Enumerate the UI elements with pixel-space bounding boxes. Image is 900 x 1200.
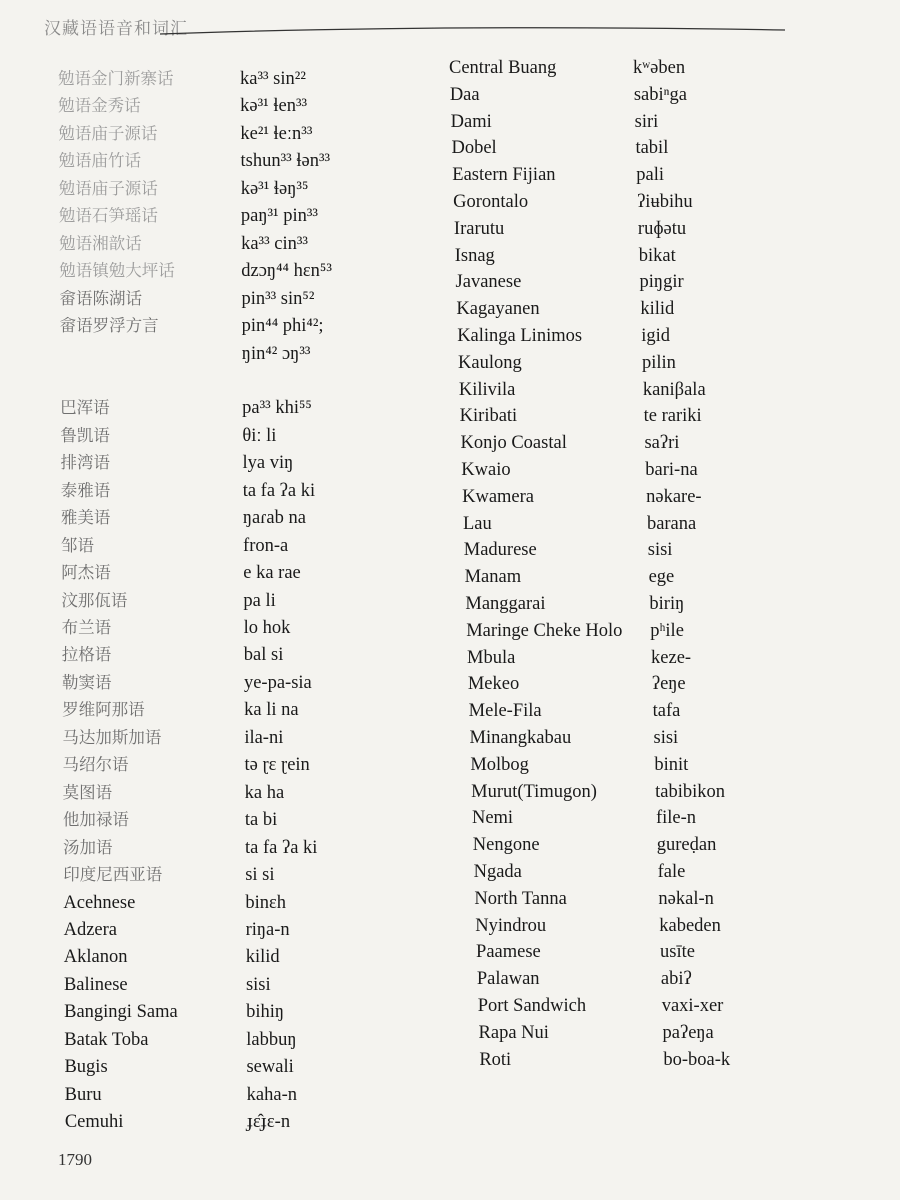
- language-name: 鲁凯语: [60, 425, 110, 445]
- word-form: ka³³ sin²²: [240, 69, 306, 89]
- language-name: Ngada: [473, 862, 522, 882]
- word-form: pa li: [243, 590, 276, 611]
- word-form: kaha-n: [246, 1084, 297, 1105]
- word-form: nəkare-: [646, 486, 702, 507]
- language-name: Acehnese: [63, 892, 136, 913]
- word-form: ta fa ʔa ki: [245, 837, 318, 858]
- word-form: bo-boa-k: [663, 1049, 731, 1070]
- word-form: tafa: [652, 701, 681, 722]
- word-form: nəkal-n: [658, 888, 714, 909]
- language-name: Mekeo: [467, 674, 520, 695]
- word-form: bal si: [243, 645, 284, 666]
- language-name: Kwamera: [462, 486, 535, 507]
- word-form: pʰile: [650, 620, 684, 641]
- language-name: Buru: [64, 1084, 102, 1105]
- language-name: Irarutu: [453, 218, 505, 239]
- word-form: ruɸətu: [637, 218, 687, 239]
- language-name: Roti: [479, 1049, 512, 1070]
- word-form: ta fa ʔa ki: [242, 480, 316, 501]
- word-form: ka³³ cin³³: [241, 233, 308, 254]
- word-form: ta bi: [244, 810, 278, 831]
- word-form: abiʔ: [660, 969, 692, 990]
- language-name: Javanese: [455, 272, 522, 293]
- language-name: 勉语金秀话: [58, 96, 141, 116]
- word-form: file-n: [655, 808, 697, 829]
- language-name: Aklanon: [63, 947, 128, 968]
- language-name: 拉格语: [61, 645, 112, 665]
- language-name: 汶那佤语: [61, 590, 128, 610]
- word-form: fale: [657, 862, 686, 882]
- word-form: saʔri: [644, 433, 680, 454]
- language-name: 排湾语: [60, 453, 111, 473]
- language-name: 勒窦语: [61, 672, 112, 692]
- word-form: ila-ni: [244, 727, 284, 748]
- word-form: fron-a: [243, 535, 289, 556]
- word-form: paʔeŋa: [662, 1022, 714, 1043]
- word-form: bikat: [638, 245, 676, 266]
- word-form: biriŋ: [649, 594, 685, 614]
- language-name: Madurese: [463, 540, 537, 561]
- language-name: Kaulong: [458, 352, 522, 373]
- language-name: 汤加语: [63, 837, 113, 857]
- language-name: 莫图语: [62, 782, 113, 802]
- language-name: 勉语庙子源话: [58, 123, 158, 143]
- language-name: Molbog: [470, 754, 529, 775]
- word-form: sisi: [653, 728, 679, 748]
- word-form: kaniβala: [642, 379, 706, 400]
- language-name: Mele-Fila: [468, 701, 542, 722]
- word-form: barana: [646, 513, 697, 534]
- word-form: pin⁴⁴ phi⁴²;: [241, 316, 324, 337]
- language-name: Konjo Coastal: [460, 433, 567, 454]
- language-name: Palawan: [476, 969, 540, 990]
- word-form: ka ha: [244, 782, 285, 803]
- language-name: Balinese: [63, 974, 128, 995]
- language-name: Kalinga Linimos: [457, 326, 583, 346]
- word-form: ʔeŋe: [651, 674, 686, 695]
- word-form: ŋaɾab na: [242, 508, 306, 529]
- language-name: 畲语罗浮方言: [59, 316, 159, 336]
- running-header-title: 汉藏语语音和词汇: [44, 19, 188, 39]
- language-name: Mbula: [467, 647, 516, 668]
- language-name: Cemuhi: [64, 1112, 124, 1133]
- word-form: kilid: [640, 299, 675, 320]
- language-name: Central Buang: [449, 58, 557, 78]
- language-name: Eastern Fijian: [452, 165, 556, 186]
- language-name: Rapa Nui: [478, 1022, 549, 1043]
- language-name: 布兰语: [61, 618, 112, 637]
- word-form: siri: [634, 111, 659, 132]
- word-form: keze-: [651, 647, 692, 668]
- language-name: 勉语金门新寨话: [58, 69, 174, 88]
- language-name: Minangkabau: [469, 728, 572, 748]
- word-form: θiː li: [242, 425, 277, 446]
- word-form: kə³¹ ɬəŋ³⁵: [240, 178, 309, 199]
- language-name: 他加禄语: [62, 810, 129, 830]
- word-form: kʷəben: [633, 58, 686, 78]
- word-form: te rariki: [643, 406, 702, 427]
- language-name: 阿杰语: [61, 563, 111, 583]
- language-name: Nemi: [471, 808, 514, 829]
- language-name: Port Sandwich: [477, 996, 587, 1016]
- word-form: kə³¹ ɬen³³: [240, 96, 308, 117]
- word-form: riŋa-n: [245, 919, 290, 940]
- language-name: Manam: [464, 567, 522, 588]
- word-form: ka li na: [244, 700, 299, 721]
- word-form: sewali: [246, 1057, 294, 1078]
- language-name: Kagayanen: [456, 299, 540, 320]
- language-name: 勉语庙子源话: [58, 178, 158, 198]
- language-name: Dobel: [451, 138, 497, 159]
- language-name: 马绍尔语: [62, 755, 129, 775]
- language-name: Dami: [450, 111, 492, 132]
- language-name: 巴浑语: [60, 398, 110, 418]
- language-name: Adzera: [63, 919, 117, 940]
- language-name: Lau: [462, 513, 492, 534]
- page-number: 1790: [58, 1150, 92, 1169]
- word-form: pilin: [642, 352, 676, 373]
- word-form: lya viŋ: [242, 453, 294, 474]
- language-name: Bugis: [64, 1057, 108, 1078]
- language-name: 印度尼西亚语: [63, 865, 163, 885]
- word-form: si si: [245, 865, 275, 886]
- word-form: dzɔŋ⁴⁴ hɛn⁵³: [241, 261, 332, 282]
- word-form: sisi: [647, 540, 673, 561]
- language-name: 勉语湘歆话: [59, 233, 142, 253]
- language-name: Daa: [449, 84, 480, 105]
- word-form: tshun³³ ɬən³³: [240, 151, 331, 172]
- word-form: sisi: [245, 974, 271, 995]
- word-form: ege: [648, 567, 675, 588]
- word-form: labbuŋ: [246, 1029, 297, 1050]
- language-name: 泰雅语: [60, 480, 111, 500]
- word-form: tabil: [635, 138, 669, 159]
- word-form: paŋ³¹ pin³³: [240, 206, 318, 227]
- word-form: e ka rae: [243, 563, 301, 584]
- language-name: 马达加斯加语: [62, 727, 162, 747]
- word-form: igid: [641, 326, 670, 346]
- word-form: tə ɽɛ ɽein: [244, 755, 310, 776]
- word-form: bari-na: [645, 460, 698, 480]
- word-form: sabiⁿga: [633, 84, 687, 105]
- word-form: ye-pa-sia: [243, 672, 312, 693]
- word-form: kilid: [245, 947, 280, 968]
- language-name: Nengone: [472, 835, 540, 856]
- word-form: bihiŋ: [246, 1002, 285, 1023]
- language-name: Murut(Timugon): [471, 781, 597, 802]
- language-name: Batak Toba: [64, 1029, 149, 1050]
- language-name: North Tanna: [474, 888, 567, 909]
- word-form: kabeden: [659, 915, 721, 936]
- word-form: piŋgir: [639, 272, 684, 293]
- language-name: 勉语石笋瑶话: [58, 206, 158, 226]
- language-name: 勉语庙竹话: [58, 151, 142, 171]
- word-form: tabibikon: [655, 781, 726, 802]
- word-form: ɟɛ̂ɟɛ-n: [246, 1112, 291, 1133]
- language-name: Gorontalo: [453, 192, 529, 212]
- language-name: 邹语: [61, 535, 95, 555]
- language-name: Nyindrou: [475, 915, 547, 936]
- language-name: Paamese: [476, 942, 541, 963]
- language-name: 畲语陈湖话: [59, 288, 142, 308]
- header-rule: [40, 20, 790, 36]
- word-form: vaxi-xer: [661, 996, 724, 1016]
- language-name: Bangingi Sama: [64, 1002, 178, 1023]
- language-name: 勉语镇勉大坪话: [59, 261, 175, 281]
- word-form: pali: [636, 165, 665, 186]
- language-name: Maringe Cheke Holo: [466, 620, 623, 641]
- language-name: 雅美语: [60, 508, 111, 528]
- word-form: gureḍan: [656, 835, 717, 856]
- word-form: ʔiʉbihu: [637, 192, 693, 212]
- word-form: pin³³ sin⁵²: [241, 288, 315, 309]
- word-form: binɛh: [245, 892, 287, 913]
- word-form: usīte: [660, 942, 695, 963]
- word-form: lo hok: [243, 618, 291, 638]
- language-name: Manggarai: [465, 594, 546, 614]
- language-name: 罗维阿那语: [62, 700, 145, 720]
- language-name: Isnag: [454, 245, 495, 266]
- word-form: binit: [654, 754, 689, 775]
- word-form: ke²¹ ɬeːn³³: [240, 123, 313, 144]
- word-form: pa³³ khi⁵⁵: [242, 398, 312, 419]
- language-name: Kiribati: [459, 406, 518, 427]
- language-name: Kwaio: [461, 460, 511, 480]
- language-name: Kilivila: [458, 379, 516, 400]
- word-form: ŋin⁴² ɔŋ³³: [241, 343, 311, 364]
